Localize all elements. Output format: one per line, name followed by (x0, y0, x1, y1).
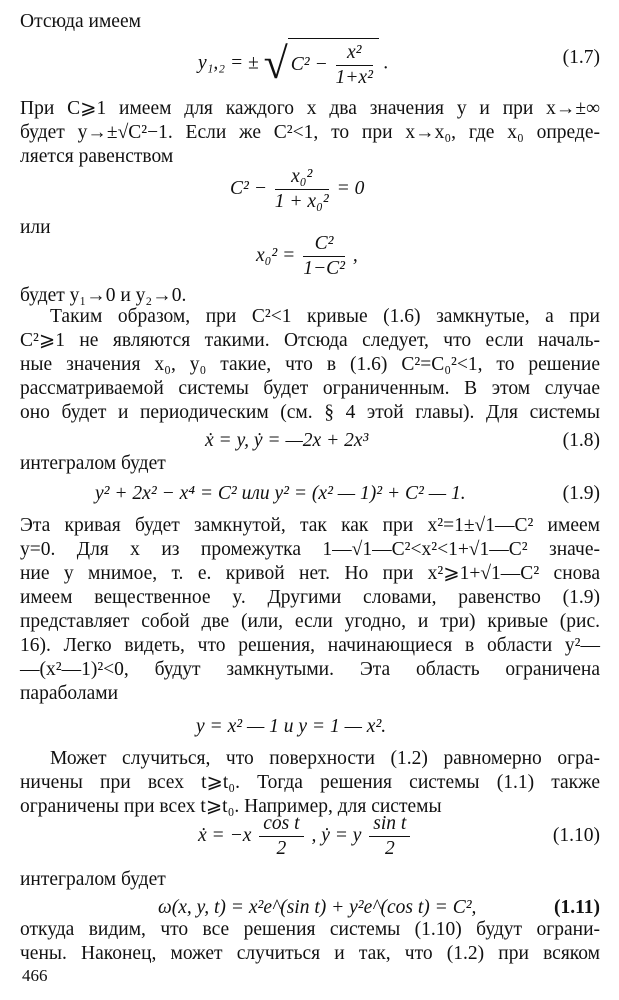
eq-1-10-fraction-2 (369, 812, 410, 861)
eq-x0-b-fraction (303, 232, 345, 281)
equation-x0-squared (256, 232, 358, 281)
eq-number-1-7: (1.7) (562, 47, 600, 68)
paragraph-line: ляется равенством (20, 146, 174, 167)
eq-number-1-11: (1.11) (553, 897, 600, 918)
eq-number-1-8: (1.8) (562, 430, 600, 451)
eq-1-7-fraction (336, 41, 373, 90)
paragraph-line: ограничены при всех t⩾t₀. Например, для системы (20, 796, 442, 817)
eq-1-7-denominator: 1+x² (335, 67, 373, 88)
equation-1-7 (198, 38, 389, 90)
eq-1-10-numerator-2: sin t (369, 812, 410, 837)
paragraph-line: чены. Наконец, может случиться и так, что (1.2) при всяком (20, 943, 600, 964)
eq-x0-b-lhs: x₀² = (256, 244, 296, 266)
paragraph-line: Может случиться, что поверхности (1.2) равномерно огра- (50, 748, 600, 769)
eq-number-1-9: (1.9) (562, 483, 600, 504)
paragraph-line: откуда видим, что все решения системы (1.10) будут ограни- (20, 919, 600, 940)
sqrt-symbol: √ C² − $\frac{\text{x²}}{\text{1+x²}}$ (264, 38, 379, 90)
paragraph-line: ние y мнимое, т. е. кривой нет. Но при x²⩾1+√1—C² снова (20, 563, 600, 584)
equation-x0-condition (230, 165, 364, 214)
paragraph-line: ные значения x₀, y₀ такие, что в (1.6) C²=C₀²<1, то решение (20, 354, 600, 375)
paragraph-line: 16). Легко видеть, что решения, начинающиеся в области y²— (20, 635, 600, 656)
equation-1-8: ẋ = y, ẏ = —2x + 2x³ (205, 430, 369, 451)
paragraph-line: имеем вещественное y. Другими словами, равенство (1.9) (20, 587, 600, 608)
eq-1-7-c2: C² − (290, 53, 328, 75)
eq-x0-a-denominator: 1 + x₀² (274, 191, 329, 212)
intro-text: Отсюда имеем (20, 11, 141, 32)
eq-1-10-denominator-1: 2 (276, 838, 287, 859)
or-word: или (20, 217, 51, 238)
eq-x0-a-fraction (275, 165, 329, 214)
paragraph-line: C²⩾1 не являются такими. Отсюда следует, что если началь- (20, 330, 600, 351)
page-number: 466 (22, 966, 48, 985)
paragraph-line: оно будет и периодическим (см. § 4 этой главы). Для системы (20, 402, 600, 423)
paragraph-line: будет y₁→0 и y₂→0. (20, 285, 187, 306)
paragraph-line: Эта кривая будет замкнутой, так как при x²=1±√1—C² имеем (20, 515, 600, 536)
eq-1-10-fraction-1 (259, 812, 303, 861)
paragraph-line: ничены при всех t⩾t₀. Тогда решения системы (1.1) также (20, 772, 600, 793)
paragraph-line: параболами (20, 683, 119, 704)
paragraph-line: рассматриваемой системы будет ограниченным. В этом случае (20, 378, 600, 399)
eq-1-7-tail: . (383, 52, 389, 74)
eq-x0-b-numerator: C² (303, 232, 345, 257)
paragraph-line: —(x²—1)²<0, будут замкнутыми. Эта область ограничена (20, 659, 600, 680)
paragraph-line: интегралом будет (20, 453, 166, 474)
equation-1-10 (198, 812, 413, 861)
eq-x0-a-rhs: = 0 (336, 177, 365, 199)
eq-1-10-numerator-1: cos t (259, 812, 303, 837)
equation-1-9: y² + 2x² − x⁴ = C² или y² = (x² — 1)² + C² — 1. (95, 483, 466, 504)
eq-1-7-numerator: x² (336, 41, 373, 66)
eq-1-10-part-b: , ẏ = y (311, 824, 362, 846)
eq-x0-b-denominator: 1−C² (303, 258, 345, 279)
eq-1-7-lhs: y₁,₂ = ± (198, 52, 259, 74)
eq-x0-a-lhs: C² − (230, 177, 267, 199)
eq-number-1-10: (1.10) (552, 825, 600, 846)
paragraph-line: будет y→±√C²−1. Если же C²<1, то при x→x₀, где x₀ опреде- (20, 122, 600, 143)
paragraph-line: представляет собой две (или, если угодно, и три) кривые (рис. (20, 611, 600, 632)
eq-x0-b-tail: , (352, 244, 358, 266)
paragraph-line: При C⩾1 имеем для каждого x два значения y и при x→±∞ (20, 98, 600, 119)
eq-1-10-part-a: ẋ = −x (198, 824, 252, 846)
equation-1-11: ω(x, y, t) = x²e^(sin t) + y²e^(cos t) = C², (158, 897, 477, 918)
eq-x0-a-numerator: x₀² (275, 165, 329, 190)
equation-parabolas: y = x² — 1 и y = 1 — x². (196, 716, 387, 737)
paragraph-line: интегралом будет (20, 869, 166, 890)
paragraph-line: y=0. Для x из промежутка 1—√1—C²<x²<1+√1—C² значе- (20, 539, 600, 560)
paragraph-line: Таким образом, при C²<1 кривые (1.6) замкнутые, а при (50, 306, 600, 327)
eq-1-10-denominator-2: 2 (384, 838, 395, 859)
